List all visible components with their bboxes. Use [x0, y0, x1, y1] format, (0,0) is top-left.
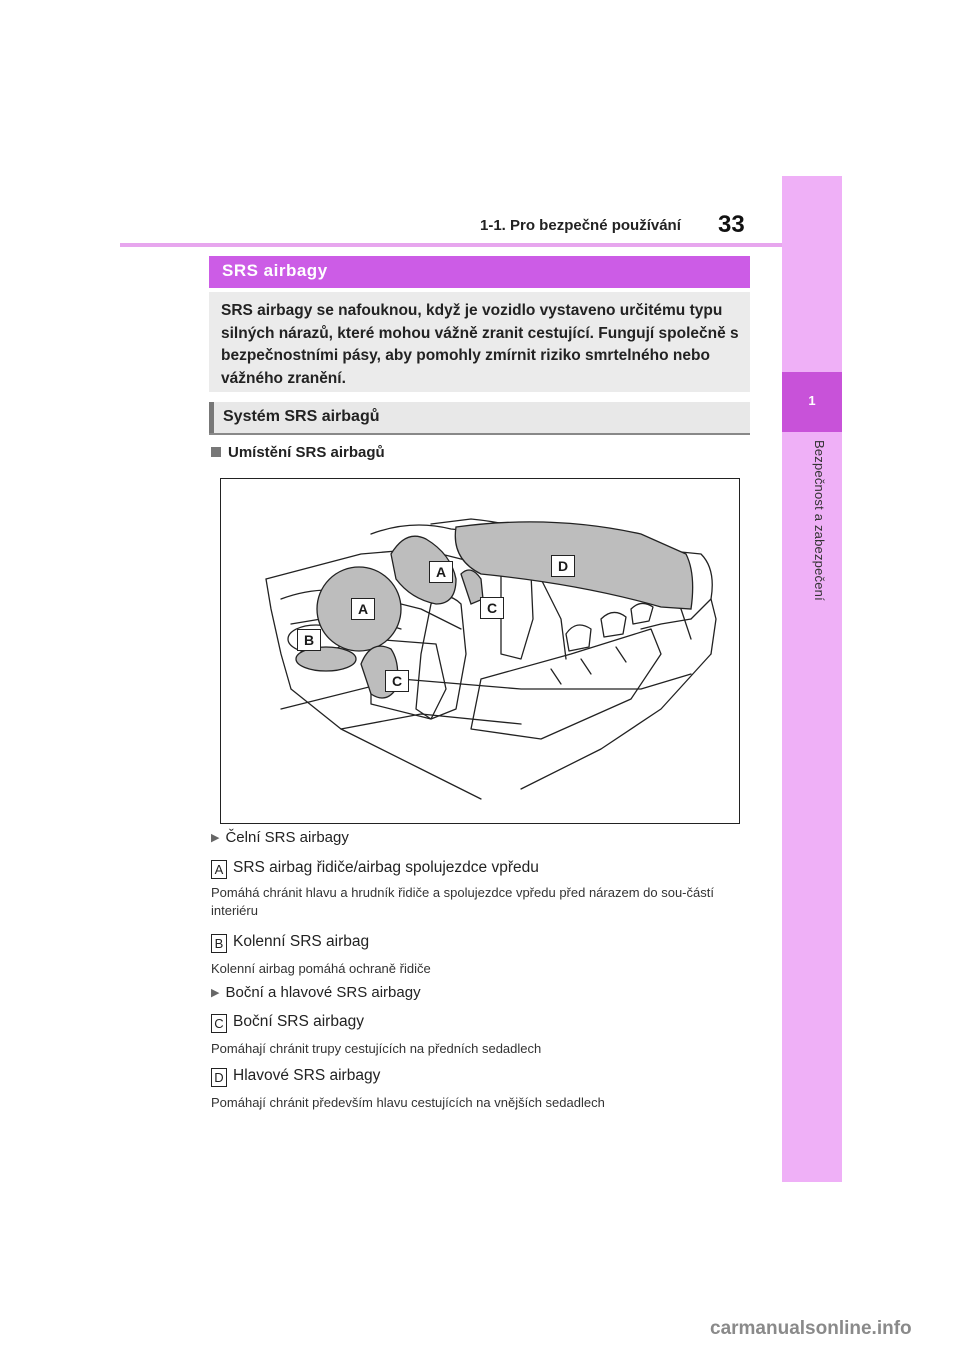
chapter-number: 1	[808, 393, 816, 408]
section-banner	[209, 256, 750, 288]
watermark: carmanualsonline.info	[710, 1318, 912, 1339]
intro-box	[209, 292, 750, 392]
callout-label: A	[351, 598, 375, 620]
side-curtain-airbags-heading	[211, 984, 421, 1001]
airbag-location-illustration	[220, 478, 740, 824]
frontal-airbags-heading-text: Čelní SRS airbagy	[225, 829, 349, 846]
running-header: 1-1. Pro bezpečné používání	[480, 217, 681, 234]
arrow-bullet-icon: ▶	[211, 987, 220, 999]
callout-label: B	[297, 629, 321, 651]
callout-label: C	[385, 670, 409, 692]
item-d-title	[211, 1067, 380, 1087]
callout-label: D	[551, 555, 575, 577]
square-bullet-icon	[211, 447, 221, 457]
side-curtain-airbags-heading-text: Boční a hlavové SRS airbagy	[225, 984, 421, 1001]
item-c-description: Pomáhají chránit trupy cestujících na předních sedadlech	[211, 1041, 542, 1056]
airbag-location-heading	[211, 444, 385, 461]
item-c-title-text: Boční SRS airbagy	[233, 1013, 364, 1030]
subsection-title: Systém SRS airbagů	[223, 408, 380, 425]
page-number: 33	[718, 211, 745, 238]
letter-label: A	[211, 860, 227, 879]
item-b-title	[211, 933, 369, 953]
callout-label: C	[480, 597, 504, 619]
subsection-underline	[209, 433, 750, 435]
section-title: SRS airbagy	[222, 261, 328, 280]
item-a-title-text: SRS airbag řidiče/airbag spolujezdce vpředu	[233, 859, 539, 876]
item-d-title-text: Hlavové SRS airbagy	[233, 1067, 381, 1084]
chapter-side-tab	[782, 176, 842, 1182]
item-a-title	[211, 859, 539, 879]
letter-label: C	[211, 1014, 227, 1033]
callout-label: A	[429, 561, 453, 583]
chapter-label: Bezpečnost a zabezpečení	[812, 440, 827, 601]
arrow-bullet-icon: ▶	[211, 832, 220, 844]
item-c-title	[211, 1013, 364, 1033]
frontal-airbags-heading	[211, 829, 349, 846]
intro-text: SRS airbagy se nafouknou, když je vozidlo vystaveno určitému typu silných nárazů, které mohou vážně zranit cestující. Fungují společně s bezpečnostními pásy, aby pomohly zmírnit riziko smrtelného nebo vážného zranění.	[221, 302, 739, 387]
letter-label: B	[211, 934, 227, 953]
subsection-accent-bar	[209, 402, 214, 435]
letter-label: D	[211, 1068, 227, 1087]
item-d-description: Pomáhají chránit především hlavu cestujících na vnějších sedadlech	[211, 1095, 605, 1110]
header-divider	[120, 243, 782, 247]
item-b-description: Kolenní airbag pomáhá ochraně řidiče	[211, 961, 431, 976]
car-interior-drawing	[221, 479, 739, 823]
item-a-description: Pomáhá chránit hlavu a hrudník řidiče a spolujezdce vpředu před nárazem do sou-částí interiéru	[211, 885, 714, 918]
item-b-title-text: Kolenní SRS airbag	[233, 933, 370, 950]
airbag-location-heading-text: Umístění SRS airbagů	[228, 444, 385, 461]
subsection-banner	[209, 402, 750, 435]
